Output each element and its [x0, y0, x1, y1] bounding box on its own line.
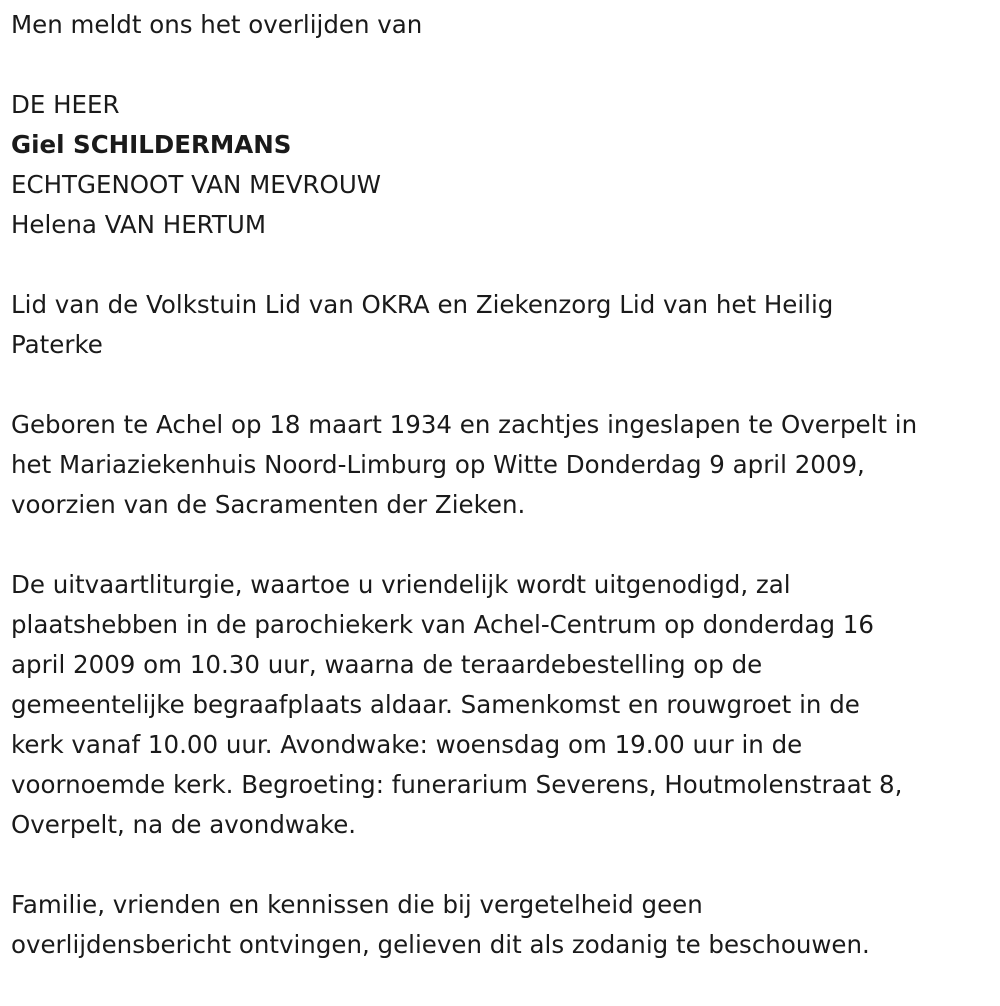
memberships-paragraph	[11, 285, 991, 365]
funeral-line: plaatshebben in de parochiekerk van Achel-Centrum op donderdag 16	[11, 610, 874, 639]
spacer	[11, 845, 991, 885]
spouse-name: Helena VAN HERTUM	[11, 210, 266, 239]
spouse-title: ECHTGENOOT VAN MEVROUW	[11, 170, 382, 199]
funeral-line: gemeentelijke begraafplaats aldaar. Samenkomst en rouwgroet in de	[11, 690, 860, 719]
funeral-line: voornoemde kerk. Begroeting: funerarium Severens, Houtmolenstraat 8,	[11, 770, 903, 799]
funeral-line: kerk vanaf 10.00 uur. Avondwake: woensdag om 19.00 uur in de	[11, 730, 803, 759]
spacer	[11, 245, 991, 285]
deceased-title: DE HEER	[11, 90, 120, 119]
funeral-paragraph	[11, 565, 991, 845]
birth-death-line: het Mariaziekenhuis Noord-Limburg op Witte Donderdag 9 april 2009,	[11, 450, 865, 479]
birth-death-paragraph	[11, 405, 991, 525]
funeral-line: Overpelt, na de avondwake.	[11, 810, 357, 839]
closing-line: Familie, vrienden en kennissen die bij vergetelheid geen	[11, 890, 703, 919]
funeral-line: De uitvaartliturgie, waartoe u vriendelijk wordt uitgenodigd, zal	[11, 570, 791, 599]
closing-line: overlijdensbericht ontvingen, gelieven dit als zodanig te beschouwen.	[11, 930, 870, 959]
closing-paragraph	[11, 885, 991, 965]
intro-text: Men meldt ons het overlijden van	[11, 10, 423, 39]
deceased-name: Giel SCHILDERMANS	[11, 130, 292, 159]
birth-death-line: voorzien van de Sacramenten der Zieken.	[11, 490, 526, 519]
memberships-line: Lid van de Volkstuin Lid van OKRA en Ziekenzorg Lid van het Heilig	[11, 290, 834, 319]
spacer	[11, 525, 991, 565]
memberships-line: Paterke	[11, 330, 103, 359]
spacer	[11, 365, 991, 405]
funeral-line: april 2009 om 10.30 uur, waarna de teraardebestelling op de	[11, 650, 763, 679]
obituary-notice	[11, 0, 991, 965]
birth-death-line: Geboren te Achel op 18 maart 1934 en zachtjes ingeslapen te Overpelt in	[11, 410, 918, 439]
spacer	[11, 45, 991, 85]
